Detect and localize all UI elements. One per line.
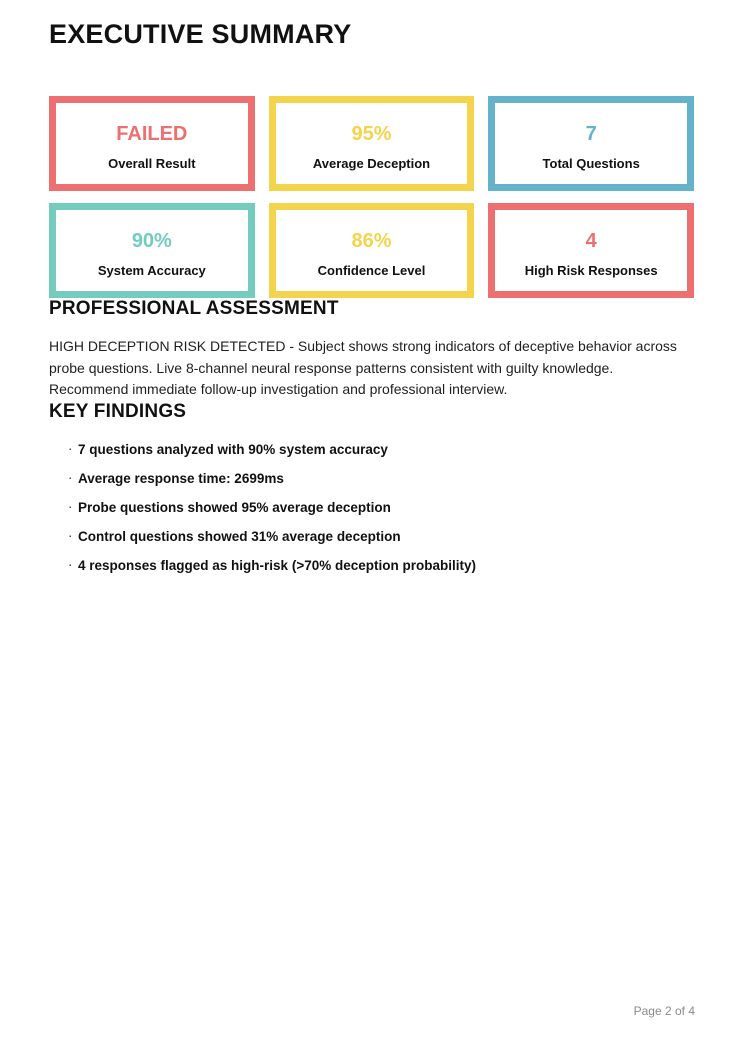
stat-card-average-deception bbox=[269, 96, 475, 191]
finding-item: · Average response time: 2699ms bbox=[68, 472, 694, 486]
stat-cards-grid bbox=[49, 96, 694, 298]
findings-heading: KEY FINDINGS bbox=[49, 400, 187, 422]
finding-item: · Probe questions showed 95% average deception bbox=[68, 501, 694, 515]
page-title: EXECUTIVE SUMMARY bbox=[49, 19, 352, 49]
stat-label: Average Deception bbox=[312, 155, 431, 171]
stat-value: 86% bbox=[351, 229, 392, 252]
assessment-heading: PROFESSIONAL ASSESSMENT bbox=[49, 298, 339, 319]
stat-label: Total Questions bbox=[542, 155, 640, 171]
stat-label: Confidence Level bbox=[317, 262, 426, 278]
stat-card-high-risk-responses bbox=[488, 203, 694, 298]
stat-value: 4 bbox=[585, 229, 597, 252]
page-number: Page 2 of 4 bbox=[633, 1004, 695, 1018]
stat-card-confidence-level bbox=[269, 203, 475, 298]
stat-value: FAILED bbox=[116, 122, 188, 145]
stat-card-system-accuracy bbox=[49, 203, 255, 298]
stat-label: High Risk Responses bbox=[524, 262, 658, 278]
stat-value: 95% bbox=[351, 122, 392, 145]
stat-card-total-questions bbox=[488, 96, 694, 191]
stat-value: 90% bbox=[131, 229, 172, 252]
finding-item: · Control questions showed 31% average deception bbox=[68, 530, 694, 544]
stat-value: 7 bbox=[585, 122, 597, 145]
stat-label: System Accuracy bbox=[97, 262, 206, 278]
findings-list bbox=[49, 443, 694, 573]
key-findings-section bbox=[49, 401, 694, 573]
professional-assessment-section bbox=[49, 298, 694, 401]
assessment-body-text: HIGH DECEPTION RISK DETECTED - Subject shows strong indicators of deceptive behavior across probe questions. Live 8-channel neural response patterns consistent with guilty knowledge. Recommend immediate follow-up investigation and professional interview. bbox=[49, 338, 677, 397]
stat-label: Overall Result bbox=[108, 155, 196, 171]
stat-card-overall-result bbox=[49, 96, 255, 191]
finding-item: · 7 questions analyzed with 90% system accuracy bbox=[68, 443, 694, 457]
finding-item: · 4 responses flagged as high-risk (>70% deception probability) bbox=[68, 559, 694, 573]
